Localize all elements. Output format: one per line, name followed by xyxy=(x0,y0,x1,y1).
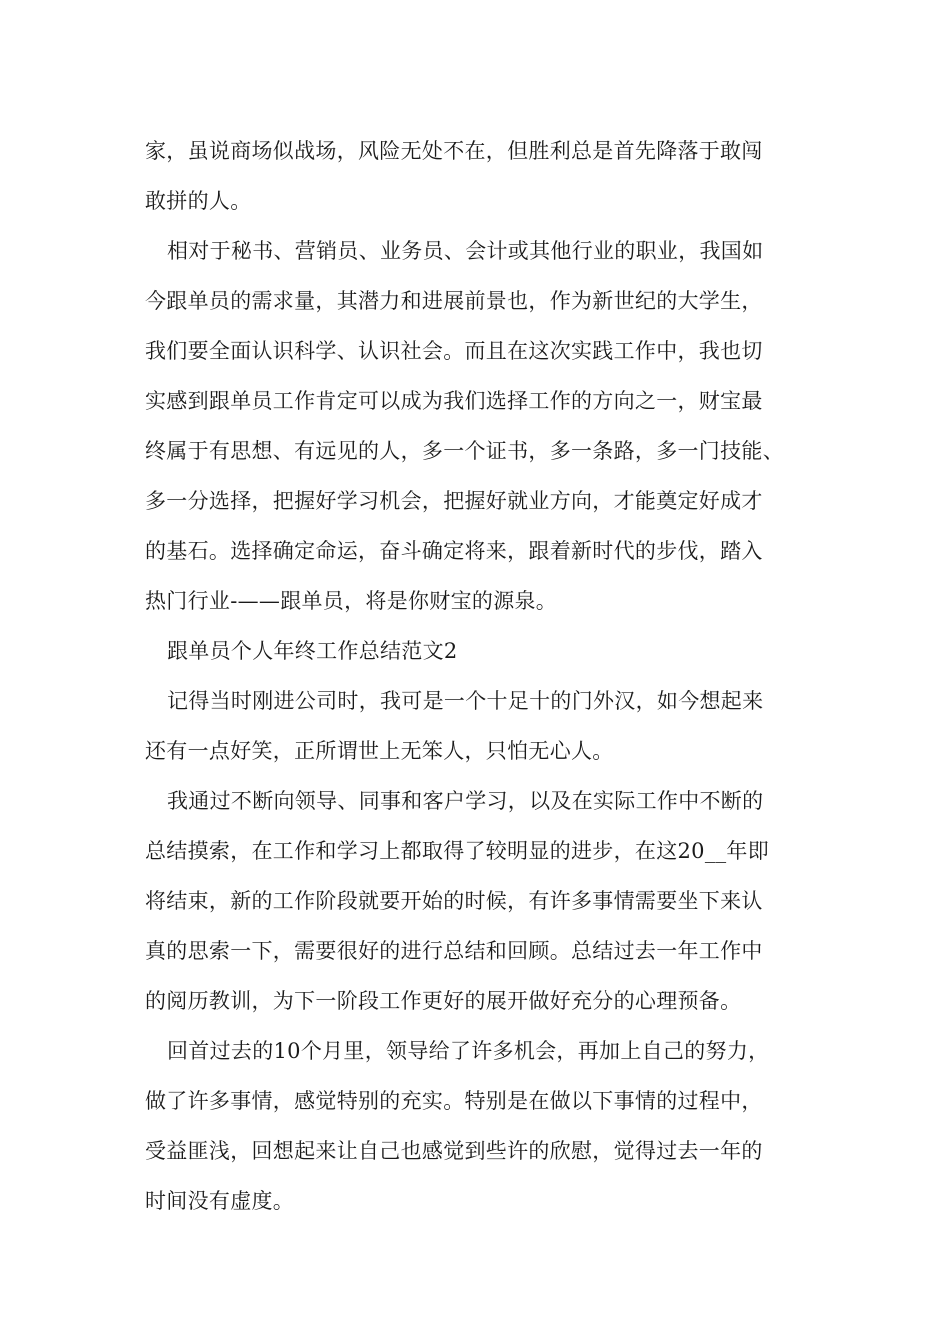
paragraph-line: 受益匪浅，回想起来让自己也感觉到些许的欣慰，觉得过去一年的 xyxy=(145,1139,763,1163)
section-heading: 跟单员个人年终工作总结范文2 xyxy=(167,639,458,663)
paragraph-line: 记得当时刚进公司时，我可是一个十足十的门外汉，如今想起来 xyxy=(167,689,764,713)
paragraph-line: 家，虽说商场似战场，风险无处不在，但胜利总是首先降落于敢闯 xyxy=(145,139,763,163)
paragraph-line: 热门行业-——跟单员，将是你财宝的源泉。 xyxy=(145,589,558,613)
paragraph-line: 终属于有思想、有远见的人，多一个证书，多一条路，多一门技能、 xyxy=(145,439,784,463)
paragraph-line: 的阅历教训，为下一阶段工作更好的展开做好充分的心理预备。 xyxy=(145,989,742,1013)
paragraph-line: 相对于秘书、营销员、业务员、会计或其他行业的职业，我国如 xyxy=(167,239,764,263)
paragraph-line: 多一分选择，把握好学习机会，把握好就业方向，才能奠定好成才 xyxy=(145,489,763,513)
paragraph-line: 做了许多事情，感觉特别的充实。特别是在做以下事情的过程中， xyxy=(145,1089,763,1113)
paragraph-line: 实感到跟单员工作肯定可以成为我们选择工作的方向之一，财宝最 xyxy=(145,389,763,413)
paragraph-line: 我们要全面认识科学、认识社会。而且在这次实践工作中，我也切 xyxy=(145,339,763,363)
paragraph-line: 时间没有虚度。 xyxy=(145,1189,295,1213)
paragraph-line: 今跟单员的需求量，其潜力和进展前景也，作为新世纪的大学生， xyxy=(145,289,763,313)
paragraph-line: 将结束，新的工作阶段就要开始的时候，有许多事情需要坐下来认 xyxy=(145,889,763,913)
paragraph-line: 我通过不断向领导、同事和客户学习，以及在实际工作中不断的 xyxy=(167,789,764,813)
paragraph-line: 真的思索一下，需要很好的进行总结和回顾。总结过去一年工作中 xyxy=(145,939,763,963)
paragraph-line: 总结摸索，在工作和学习上都取得了较明显的进步，在这20__年即 xyxy=(145,839,770,863)
paragraph-line: 的基石。选择确定命运，奋斗确定将来，跟着新时代的步伐，踏入 xyxy=(145,539,763,563)
document-page xyxy=(145,126,825,1226)
paragraph-line: 还有一点好笑，正所谓世上无笨人，只怕无心人。 xyxy=(145,739,614,763)
paragraph-line: 回首过去的10个月里，领导给了许多机会，再加上自己的努力， xyxy=(167,1039,770,1063)
paragraph-line: 敢拼的人。 xyxy=(145,189,252,213)
